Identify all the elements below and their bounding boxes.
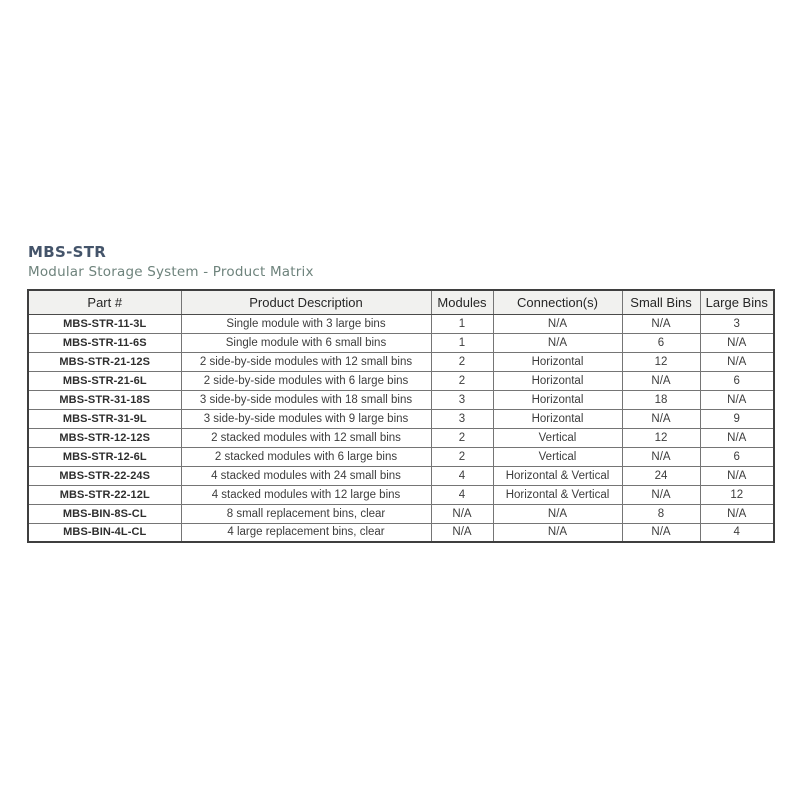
table-cell: 2 (431, 447, 493, 466)
table-cell: 4 large replacement bins, clear (181, 523, 431, 542)
table-cell: 8 small replacement bins, clear (181, 504, 431, 523)
table-cell: 18 (622, 390, 700, 409)
part-number-cell: MBS-STR-12-6L (28, 447, 181, 466)
table-row (28, 447, 774, 466)
part-number-cell: MBS-STR-21-6L (28, 371, 181, 390)
table-cell: 12 (622, 352, 700, 371)
description-header: Product Description (181, 290, 431, 314)
large-bins-header: Large Bins (700, 290, 774, 314)
table-row (28, 466, 774, 485)
table-cell: 4 (431, 485, 493, 504)
table-cell: 3 (431, 390, 493, 409)
table-cell: N/A (493, 314, 622, 333)
table-row (28, 314, 774, 333)
page-subtitle: Modular Storage System - Product Matrix (28, 264, 314, 280)
table-cell: N/A (622, 485, 700, 504)
table-cell: 4 (700, 523, 774, 542)
table-cell: 1 (431, 314, 493, 333)
part-number-cell: MBS-STR-31-9L (28, 409, 181, 428)
part-number-cell: MBS-STR-12-12S (28, 428, 181, 447)
part-number-cell: MBS-STR-31-18S (28, 390, 181, 409)
table-cell: 2 (431, 352, 493, 371)
table-cell: 12 (700, 485, 774, 504)
table-cell: 2 (431, 371, 493, 390)
table-body (28, 314, 774, 542)
table-cell: 3 (700, 314, 774, 333)
doc-header (28, 243, 314, 280)
table-row (28, 504, 774, 523)
table-cell: 4 stacked modules with 24 small bins (181, 466, 431, 485)
part-number-cell: MBS-STR-22-24S (28, 466, 181, 485)
table-cell: 2 stacked modules with 6 large bins (181, 447, 431, 466)
table-cell: 24 (622, 466, 700, 485)
table-row (28, 333, 774, 352)
table-cell: Single module with 3 large bins (181, 314, 431, 333)
table-row (28, 352, 774, 371)
table-cell: 2 stacked modules with 12 small bins (181, 428, 431, 447)
table-cell: 8 (622, 504, 700, 523)
table-cell: Horizontal (493, 390, 622, 409)
table-cell: N/A (622, 447, 700, 466)
table-cell: Horizontal (493, 409, 622, 428)
table-cell: 1 (431, 333, 493, 352)
table-cell: N/A (700, 504, 774, 523)
table-cell: N/A (700, 466, 774, 485)
table-row (28, 485, 774, 504)
table-cell: N/A (700, 333, 774, 352)
product-matrix-table (27, 289, 775, 543)
table-cell: N/A (622, 523, 700, 542)
table-cell: 6 (700, 371, 774, 390)
table-cell: N/A (700, 428, 774, 447)
table-cell: Horizontal (493, 352, 622, 371)
table-cell: 2 side-by-side modules with 12 small bins (181, 352, 431, 371)
connections-header: Connection(s) (493, 290, 622, 314)
table-cell: N/A (493, 523, 622, 542)
table-cell: N/A (622, 314, 700, 333)
table-cell: 2 side-by-side modules with 6 large bins (181, 371, 431, 390)
table-cell: 3 side-by-side modules with 9 large bins (181, 409, 431, 428)
table-row (28, 428, 774, 447)
table-cell: 6 (622, 333, 700, 352)
small-bins-header: Small Bins (622, 290, 700, 314)
table-row (28, 371, 774, 390)
table-cell: N/A (431, 523, 493, 542)
table-header-row (28, 290, 774, 314)
table-cell: 2 (431, 428, 493, 447)
table-cell: N/A (493, 504, 622, 523)
table-cell: 6 (700, 447, 774, 466)
table-cell: Vertical (493, 428, 622, 447)
table-row (28, 390, 774, 409)
page-title: MBS-STR (28, 243, 107, 261)
table-cell: 4 stacked modules with 12 large bins (181, 485, 431, 504)
table-cell: N/A (700, 352, 774, 371)
part-number-cell: MBS-BIN-8S-CL (28, 504, 181, 523)
table-cell: Vertical (493, 447, 622, 466)
table-row (28, 409, 774, 428)
table-cell: 4 (431, 466, 493, 485)
table-cell: N/A (622, 371, 700, 390)
part-number-cell: MBS-STR-11-3L (28, 314, 181, 333)
table-cell: 12 (622, 428, 700, 447)
table-cell: 9 (700, 409, 774, 428)
table-cell: Horizontal & Vertical (493, 485, 622, 504)
part-number-header: Part # (28, 290, 181, 314)
table-row (28, 523, 774, 542)
table-cell: N/A (622, 409, 700, 428)
table-cell: N/A (431, 504, 493, 523)
table-cell: Horizontal & Vertical (493, 466, 622, 485)
table-cell: 3 (431, 409, 493, 428)
part-number-cell: MBS-STR-22-12L (28, 485, 181, 504)
part-number-cell: MBS-STR-11-6S (28, 333, 181, 352)
table-cell: Single module with 6 small bins (181, 333, 431, 352)
part-number-cell: MBS-STR-21-12S (28, 352, 181, 371)
modules-header: Modules (431, 290, 493, 314)
table-cell: N/A (700, 390, 774, 409)
table-cell: 3 side-by-side modules with 18 small bins (181, 390, 431, 409)
table-cell: N/A (493, 333, 622, 352)
table-cell: Horizontal (493, 371, 622, 390)
part-number-cell: MBS-BIN-4L-CL (28, 523, 181, 542)
